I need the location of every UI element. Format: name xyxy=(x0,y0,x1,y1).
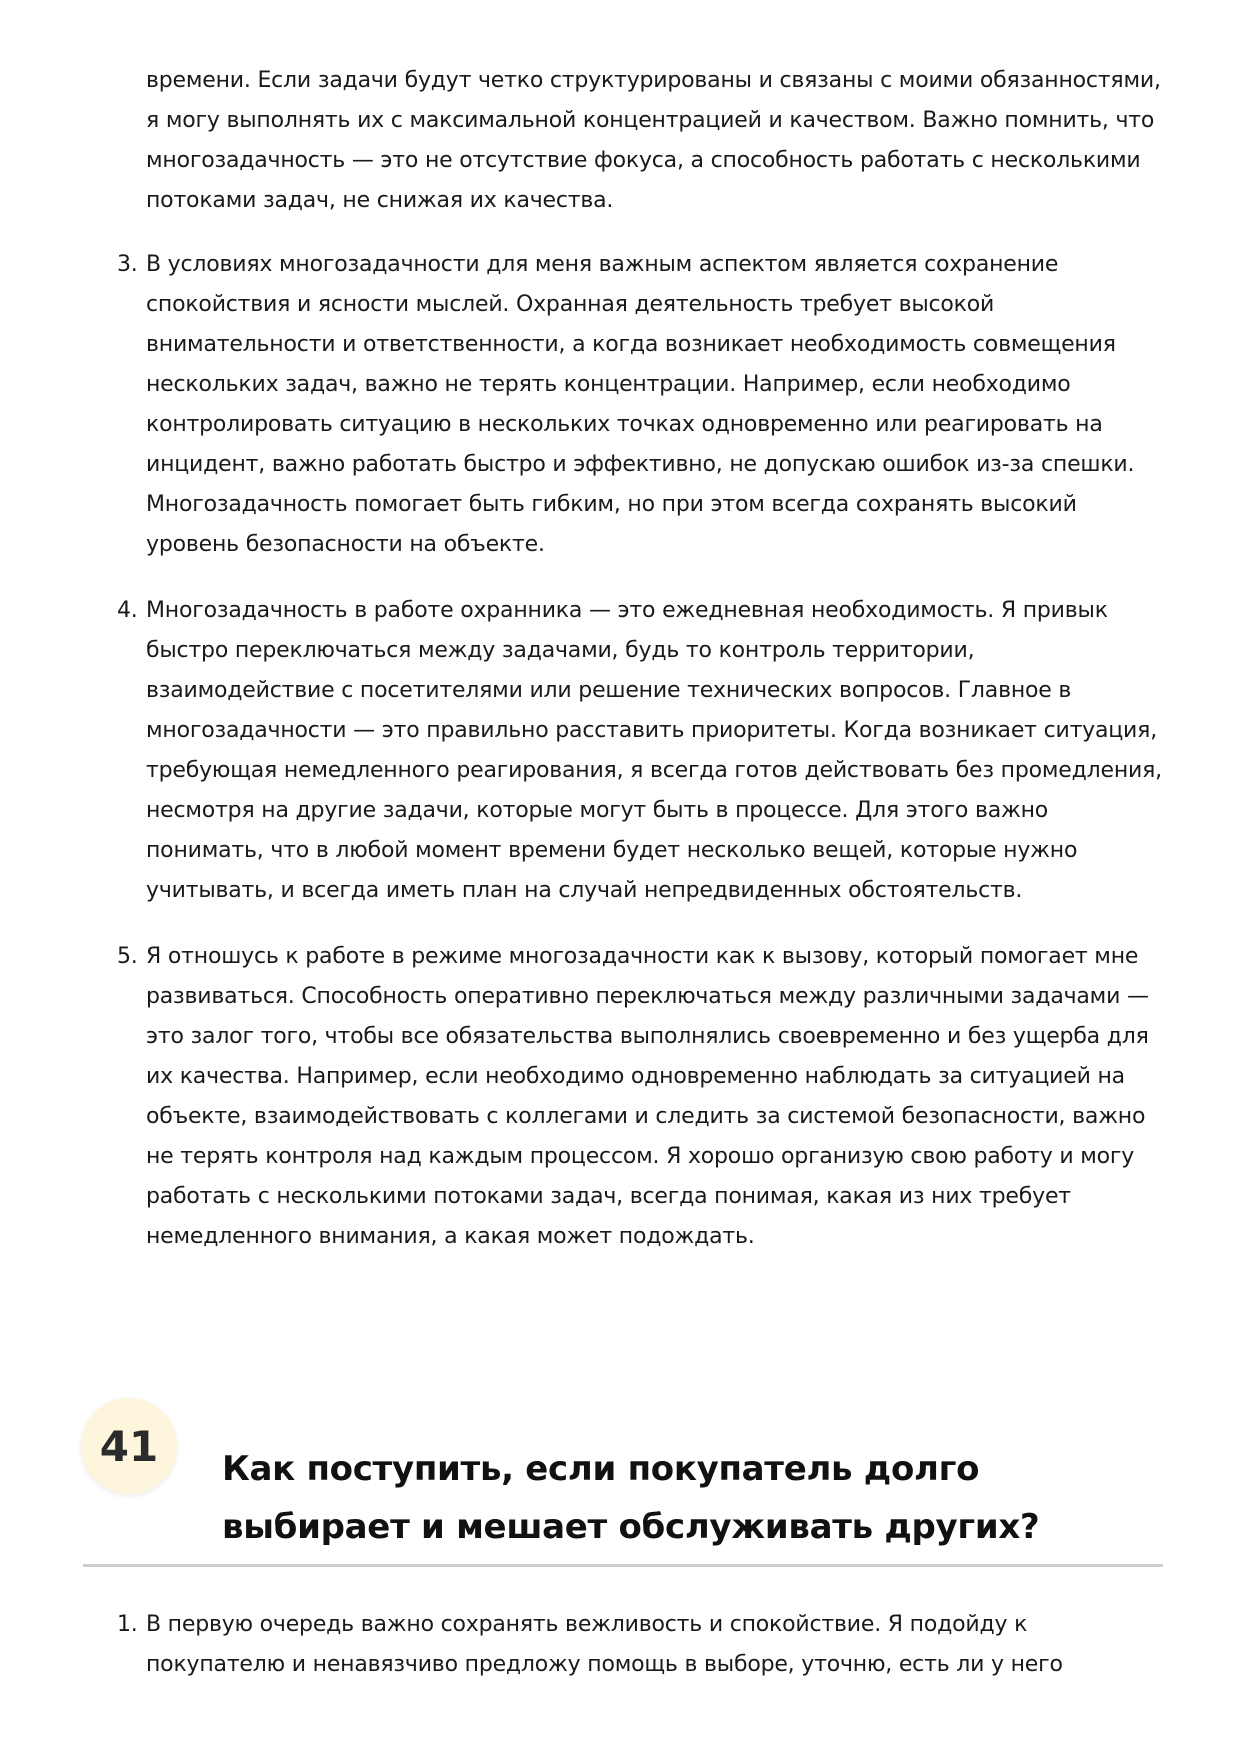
list-item-text: Я отношусь к работе в режиме многозадачности как к вызову, который помогает мне развиваться. Способность оперативно переключаться между различными задачами — это залог того, чтобы все обязательства выполнялись своевременно и без ущерба для их качества. Например, если необходимо одновременно наблюдать за ситуацией на объекте, взаимодействовать с коллегами и следить за системой безопасности, важно не терять контроля над каждым процессом. Я хорошо организую свою работу и могу работать с несколькими потоками задач, всегда понимая, какая из них требует немедленного внимания, а какая может подождать. xyxy=(146,944,1149,1249)
list-item-text: В первую очередь важно сохранять вежливость и спокойствие. Я подойду к покупателю и ненавязчиво предложу помощь в выборе, уточню, есть ли у него xyxy=(146,1612,1063,1677)
list-item-number: 5. xyxy=(117,944,138,969)
list-item xyxy=(117,245,1166,565)
question-number-badge: 41 xyxy=(81,1398,177,1494)
list-item-number: 3. xyxy=(117,252,138,277)
list-item-text: времени. Если задачи будут четко структурированы и связаны с моими обязанностями, я могу выполнять их с максимальной концентрацией и качеством. Важно помнить, что многозадачность — это не отсутствие фокуса, а способность работать с несколькими потоками задач, не снижая их качества. xyxy=(146,68,1161,213)
list-item-number: 4. xyxy=(117,598,138,623)
list-item-text: В условиях многозадачности для меня важным аспектом является сохранение спокойствия и ясности мыслей. Охранная деятельность требует высокой внимательности и ответственности, а когда возникает необходимость совмещения нескольких задач, важно не терять концентрации. Например, если необходимо контролировать ситуацию в нескольких точках одновременно или реагировать на инцидент, важно работать быстро и эффективно, не допускаю ошибок из-за спешки. Многозадачность помогает быть гибким, но при этом всегда сохранять высокий уровень безопасности на объекте. xyxy=(146,252,1135,557)
list-item-number: 1. xyxy=(117,1612,138,1637)
list-item-text: Многозадачность в работе охранника — это ежедневная необходимость. Я привык быстро переключаться между задачами, будь то контроль территории, взаимодействие с посетителями или решение технических вопросов. Главное в многозадачности — это правильно расставить приоритеты. Когда возникает ситуация, требующая немедленного реагирования, я всегда готов действовать без промедления, несмотря на другие задачи, которые могут быть в процессе. Для этого важно понимать, что в любой момент времени будет несколько вещей, которые нужно учитывать, и всегда иметь план на случай непредвиденных обстоятельств. xyxy=(146,598,1162,903)
list-item xyxy=(117,1605,1166,1685)
list-item xyxy=(146,61,1166,221)
question-heading: Как поступить, если покупатель долго выбирает и мешает обслуживать других? xyxy=(222,1449,1040,1547)
list-item xyxy=(117,591,1166,911)
heading-divider xyxy=(83,1564,1163,1567)
list-item xyxy=(117,937,1166,1257)
